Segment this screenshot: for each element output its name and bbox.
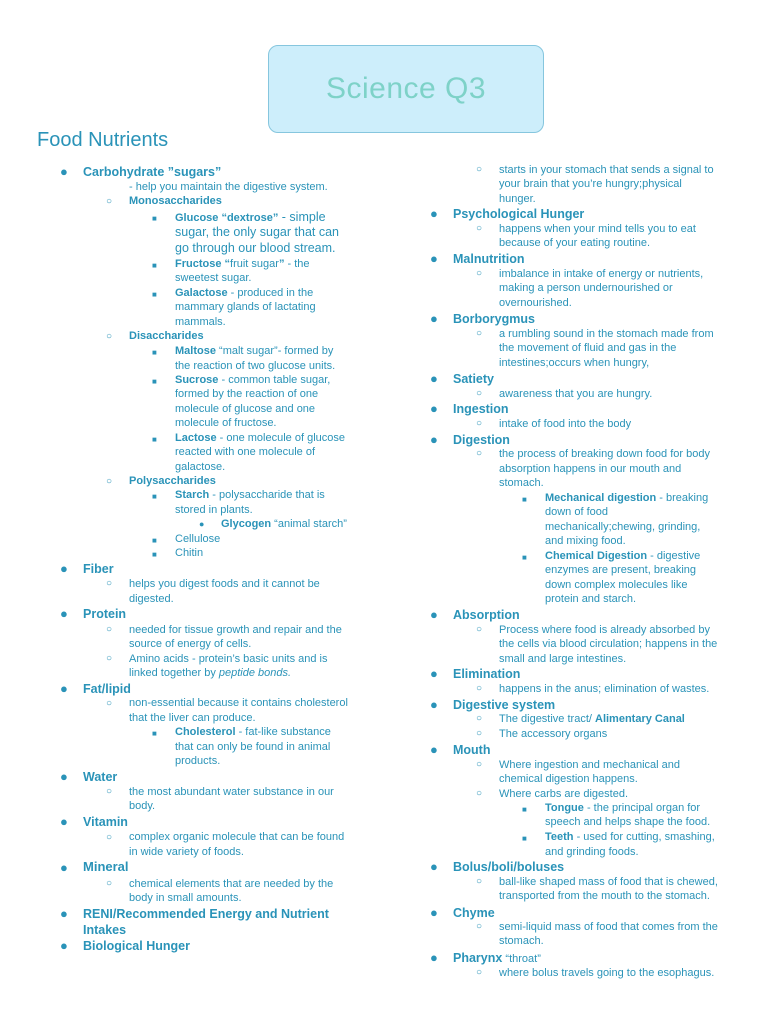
bullet-circle: ○ xyxy=(106,578,113,589)
vitamin-line2: in wide variety of foods. xyxy=(129,846,244,858)
bullet-circle: ○ xyxy=(106,624,113,635)
topic-digestion: Digestion xyxy=(453,433,510,447)
bullet-square: ■ xyxy=(522,805,527,814)
bolus-line2: transported from the mouth to the stomach. xyxy=(499,890,710,902)
topic-biological-hunger: Biological Hunger xyxy=(83,939,190,953)
bullet-square: ■ xyxy=(152,729,157,738)
bullet-dot: ● xyxy=(60,860,68,875)
glucose-line2: sugar, the only sugar that can xyxy=(175,225,339,239)
mouth-line2: chemical digestion happens. xyxy=(499,773,638,785)
starch-line2: stored in plants. xyxy=(175,504,253,516)
bullet-circle: ○ xyxy=(476,268,483,279)
fiber-line2: digested. xyxy=(129,593,174,605)
topic-psychological-hunger: Psychological Hunger xyxy=(453,207,585,221)
bullet-dot: ● xyxy=(60,906,68,921)
bullet-circle: ○ xyxy=(476,448,483,459)
bio-line1: starts in your stomach that sends a signal to xyxy=(499,164,714,176)
bullet-circle: ○ xyxy=(476,967,483,978)
bullet-circle: ○ xyxy=(476,788,483,799)
bullet-dot: ● xyxy=(430,905,438,920)
item-glycogen: Glycogen “animal starch” xyxy=(221,518,347,530)
lactose-line2: reacted with one molecule of xyxy=(175,446,316,458)
psy-line2: because of your eating routine. xyxy=(499,237,651,249)
item-cholesterol: Cholesterol - fat-like substance xyxy=(175,726,331,738)
sat-line1: awareness that you are hungry. xyxy=(499,388,653,400)
topic-fat-lipid: Fat/lipid xyxy=(83,682,131,696)
bullet-dot: ● xyxy=(60,561,68,576)
bullet-circle: ○ xyxy=(476,921,483,932)
abs-line3: small and large intestines. xyxy=(499,653,627,665)
bullet-dot: ● xyxy=(60,606,68,621)
bullet-square: ■ xyxy=(152,261,157,270)
bullet-square: ■ xyxy=(152,492,157,501)
topic-elimination: Elimination xyxy=(453,667,521,681)
topic-malnutrition: Malnutrition xyxy=(453,252,525,266)
dig-line3: stomach. xyxy=(499,477,544,489)
bolus-line1: ball-like shaped mass of food that is chewed, xyxy=(499,876,718,888)
item-starch: Starch - polysaccharide that is xyxy=(175,489,325,501)
bullet-circle: ○ xyxy=(106,878,113,889)
galactose-line2: mammary glands of lactating xyxy=(175,301,316,313)
item-mechanical-digestion: Mechanical digestion - breaking xyxy=(545,492,709,504)
bullet-circle: ○ xyxy=(476,876,483,887)
bullet-square: ■ xyxy=(152,550,157,559)
bullet-circle: ○ xyxy=(476,418,483,429)
bullet-circle: ○ xyxy=(106,832,113,843)
mineral-line2: body in small amounts. xyxy=(129,892,242,904)
bullet-dot: ● xyxy=(199,519,205,529)
topic-reni: RENI/Recommended Energy and Nutrient xyxy=(83,907,329,921)
mouth-line3: Where carbs are digested. xyxy=(499,788,629,800)
page-title: Science Q3 xyxy=(325,72,487,105)
item-fructose: Fructose “fruit sugar” - the xyxy=(175,258,310,270)
bullet-square: ■ xyxy=(152,348,157,357)
abs-line1: Process where food is already absorbed by xyxy=(499,624,710,636)
item-galactose: Galactose - produced in the xyxy=(175,287,314,299)
bullet-dot: ● xyxy=(430,697,438,712)
bullet-circle: ○ xyxy=(106,331,113,342)
sucrose-line3: molecule of glucose and one xyxy=(175,403,316,415)
item-lactose: Lactose - one molecule of glucose xyxy=(175,432,345,444)
mouth-line1: Where ingestion and mechanical and xyxy=(499,759,681,771)
water-line2: body. xyxy=(129,800,156,812)
bullet-dot: ● xyxy=(430,950,438,965)
chol-line2: that can only be found in animal xyxy=(175,741,331,753)
topic-absorption: Absorption xyxy=(453,608,520,622)
lactose-line3: galactose. xyxy=(175,461,226,473)
bullet-circle: ○ xyxy=(106,196,113,207)
fructose-line2: sweetest sugar. xyxy=(175,272,252,284)
bio-line3: hunger. xyxy=(499,193,536,205)
bullet-dot: ● xyxy=(60,681,68,696)
bullet-circle: ○ xyxy=(476,164,483,175)
bullet-square: ■ xyxy=(152,536,157,545)
topic-fiber: Fiber xyxy=(83,562,114,576)
water-line1: the most abundant water substance in our xyxy=(129,786,334,798)
dig-line1: the process of breaking down food for body xyxy=(499,448,710,460)
fat-line2: that the liver can produce. xyxy=(129,712,256,724)
bullet-circle: ○ xyxy=(476,728,483,739)
mal-line2: making a person undernourished or xyxy=(499,282,673,294)
topic-chyme: Chyme xyxy=(453,906,495,920)
chol-line3: products. xyxy=(175,755,221,767)
mech-line2: down of food xyxy=(545,506,608,518)
bullet-dot: ● xyxy=(60,164,68,179)
bullet-dot: ● xyxy=(430,859,438,874)
bullet-circle: ○ xyxy=(476,388,483,399)
topic-reni-line2: Intakes xyxy=(83,923,127,937)
topic-water: Water xyxy=(83,770,118,784)
item-tongue: Tongue - the principal organ for xyxy=(545,802,701,814)
bullet-dot: ● xyxy=(430,206,438,221)
bullet-dot: ● xyxy=(430,371,438,386)
bio-line2: your brain that you’re hungry;physical xyxy=(499,178,682,190)
protein-line1: needed for tissue growth and repair and the xyxy=(129,624,342,636)
bullet-square: ■ xyxy=(522,834,527,843)
bullet-square: ■ xyxy=(152,214,157,223)
bullet-dot: ● xyxy=(430,311,438,326)
bullet-circle: ○ xyxy=(106,786,113,797)
maltose-line2: the reaction of two glucose units. xyxy=(175,360,336,372)
item-chitin: Chitin xyxy=(175,547,204,559)
bullet-dot: ● xyxy=(430,607,438,622)
protein-line2: source of energy of cells. xyxy=(129,638,252,650)
tongue-line2: speech and helps shape the food. xyxy=(545,816,711,828)
chem-line4: protein and starch. xyxy=(545,593,637,605)
topic-digestive-system: Digestive system xyxy=(453,698,556,712)
amino-line1: Amino acids - protein’s basic units and is xyxy=(129,653,328,665)
bullet-circle: ○ xyxy=(106,653,113,664)
bor-line2: the movement of fluid and gas in the xyxy=(499,342,677,354)
mech-line4: and mixing food. xyxy=(545,535,626,547)
item-teeth: Teeth - used for cutting, smashing, xyxy=(545,831,715,843)
bullet-square: ■ xyxy=(152,435,157,444)
ing-line1: intake of food into the body xyxy=(499,418,632,430)
bor-line1: a rumbling sound in the stomach made from xyxy=(499,328,714,340)
glucose-line3: go through our blood stream. xyxy=(175,241,336,255)
bullet-circle: ○ xyxy=(476,624,483,635)
mal-line3: overnourished. xyxy=(499,297,572,309)
bullet-dot: ● xyxy=(60,814,68,829)
subtopic-disaccharides: Disaccharides xyxy=(129,330,204,342)
bullet-square: ■ xyxy=(522,495,527,504)
bor-line3: intestines;occurs when hungry, xyxy=(499,357,650,369)
bullet-dot: ● xyxy=(430,432,438,447)
bullet-dot: ● xyxy=(430,666,438,681)
item-maltose: Maltose “malt sugar”- formed by xyxy=(175,345,334,357)
bullet-circle: ○ xyxy=(476,223,483,234)
topic-mouth: Mouth xyxy=(453,743,491,757)
mineral-line1: chemical elements that are needed by the xyxy=(129,878,334,890)
chem-line3: down complex molecules like xyxy=(545,579,688,591)
fat-line1: non-essential because it contains cholesterol xyxy=(129,697,348,709)
ds-line1: The digestive tract/ Alimentary Canal xyxy=(499,713,685,725)
carb-desc: - help you maintain the digestive system. xyxy=(129,181,328,193)
chyme-line2: stomach. xyxy=(499,935,544,947)
dig-line2: absorption happens in our mouth and xyxy=(499,463,682,475)
ds-line2: The accessory organs xyxy=(499,728,608,740)
teeth-line2: and grinding foods. xyxy=(545,846,639,858)
item-glucose: Glucose “dextrose” - simple xyxy=(175,210,326,224)
bullet-circle: ○ xyxy=(476,713,483,724)
mech-line3: mechanically;chewing, grinding, xyxy=(545,521,701,533)
sucrose-line4: molecule of fructose. xyxy=(175,417,277,429)
psy-line1: happens when your mind tells you to eat xyxy=(499,223,696,235)
galactose-line3: mammals. xyxy=(175,316,226,328)
fiber-line1: helps you digest foods and it cannot be xyxy=(129,578,320,590)
section-heading: Food Nutrients xyxy=(37,129,169,151)
topic-ingestion: Ingestion xyxy=(453,402,509,416)
item-sucrose: Sucrose - common table sugar, xyxy=(175,374,331,386)
bullet-circle: ○ xyxy=(476,328,483,339)
topic-carbohydrate: Carbohydrate ”sugars” xyxy=(83,165,222,179)
chyme-line1: semi-liquid mass of food that comes from the xyxy=(499,921,718,933)
bullet-dot: ● xyxy=(60,769,68,784)
item-chemical-digestion: Chemical Digestion - digestive xyxy=(545,550,701,562)
subtopic-monosaccharides: Monosaccharides xyxy=(129,195,222,207)
sucrose-line2: formed by the reaction of one xyxy=(175,388,319,400)
chem-line2: enzymes are present, breaking xyxy=(545,564,697,576)
bullet-dot: ● xyxy=(60,938,68,953)
bullet-circle: ○ xyxy=(476,759,483,770)
item-cellulose: Cellulose xyxy=(175,533,221,545)
bullet-circle: ○ xyxy=(476,683,483,694)
bullet-square: ■ xyxy=(152,377,157,386)
eli-line1: happens in the anus; elimination of wastes. xyxy=(499,683,710,695)
topic-protein: Protein xyxy=(83,607,127,621)
bullet-circle: ○ xyxy=(106,476,113,487)
topic-bolus: Bolus/boli/boluses xyxy=(453,860,565,874)
bullet-circle: ○ xyxy=(106,698,113,709)
amino-line2: linked together by peptide bonds. xyxy=(129,667,292,679)
topic-mineral: Mineral xyxy=(83,859,129,874)
phar-line1: where bolus travels going to the esophagus. xyxy=(499,967,715,979)
topic-satiety: Satiety xyxy=(453,372,494,386)
bullet-dot: ● xyxy=(430,251,438,266)
topic-pharynx: Pharynx “throat” xyxy=(453,951,541,965)
bullet-square: ■ xyxy=(152,290,157,299)
topic-vitamin: Vitamin xyxy=(83,815,128,829)
abs-line2: the cells via blood circulation; happens in the xyxy=(499,638,718,650)
bullet-dot: ● xyxy=(430,742,438,757)
mal-line1: imbalance in intake of energy or nutrients, xyxy=(499,268,704,280)
topic-borborygmus: Borborygmus xyxy=(453,312,535,326)
vitamin-line1: complex organic molecule that can be found xyxy=(129,831,345,843)
subtopic-polysaccharides: Polysaccharides xyxy=(129,475,216,487)
bullet-dot: ● xyxy=(430,401,438,416)
bullet-square: ■ xyxy=(522,553,527,562)
